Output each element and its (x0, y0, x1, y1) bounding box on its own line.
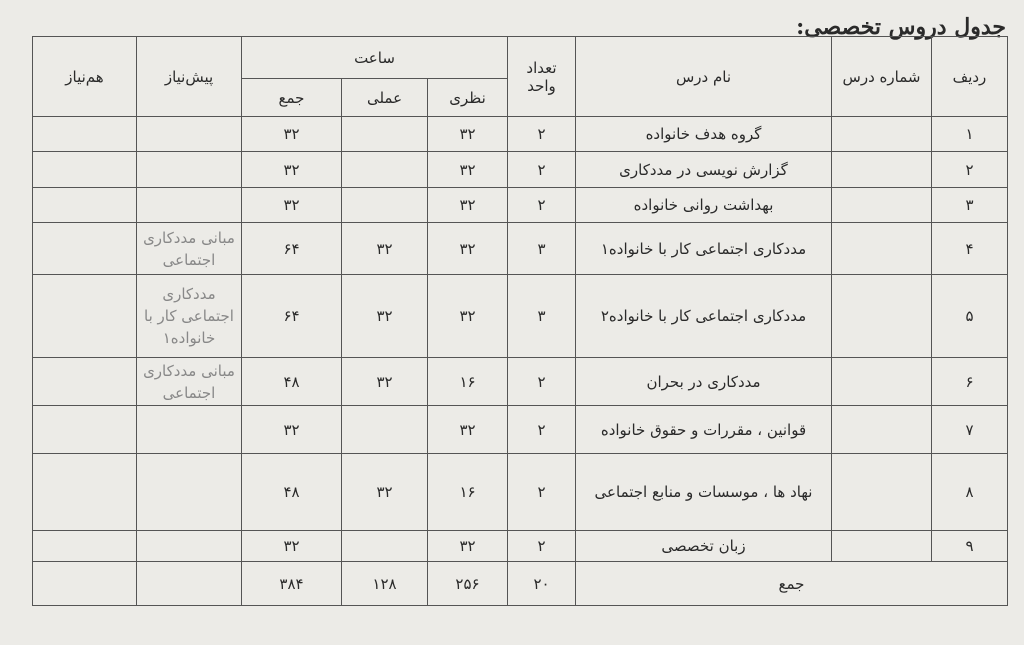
table-row (33, 454, 1008, 531)
course-name: گزارش نویسی در مددکاری (576, 152, 832, 187)
course-units: ۳ (508, 275, 576, 358)
practical-hours: ۳۲ (342, 454, 428, 531)
practical-hours (342, 406, 428, 454)
course-name: مددکاری اجتماعی کار با خانواده۲ (576, 275, 832, 358)
header-practical: عملی (342, 79, 428, 117)
total-theory-hours: ۲۵۶ (428, 562, 508, 606)
course-code (832, 187, 932, 222)
total-hours: ۳۲ (242, 117, 342, 152)
header-units: تعداد واحد (508, 37, 576, 117)
totals-row (33, 562, 1008, 606)
table-row (33, 223, 1008, 275)
prerequisite: مبانی مددکاری اجتماعی (137, 223, 242, 275)
header-theory: نظری (428, 79, 508, 117)
practical-hours (342, 187, 428, 222)
totals-label: جمع (576, 562, 1008, 606)
total-units: ۲۰ (508, 562, 576, 606)
table-row (33, 117, 1008, 152)
courses-table (32, 36, 1008, 606)
row-number: ۶ (932, 358, 1008, 406)
prerequisite: مبانی مددکاری اجتماعی (137, 358, 242, 406)
course-code (832, 454, 932, 531)
header-row-number: ردیف (932, 37, 1008, 117)
row-number: ۸ (932, 454, 1008, 531)
prerequisite (137, 117, 242, 152)
course-units: ۲ (508, 152, 576, 187)
row-number: ۲ (932, 152, 1008, 187)
course-code (832, 406, 932, 454)
theory-hours: ۳۲ (428, 117, 508, 152)
theory-hours: ۱۶ (428, 358, 508, 406)
theory-hours: ۱۶ (428, 454, 508, 531)
course-units: ۲ (508, 117, 576, 152)
prerequisite (137, 152, 242, 187)
course-name: نهاد ها ، موسسات و منابع اجتماعی (576, 454, 832, 531)
totals-prerequisite (137, 562, 242, 606)
course-units: ۲ (508, 531, 576, 562)
row-number: ۹ (932, 531, 1008, 562)
course-name: مددکاری اجتماعی کار با خانواده۱ (576, 223, 832, 275)
theory-hours: ۳۲ (428, 531, 508, 562)
table-row (33, 358, 1008, 406)
row-number: ۷ (932, 406, 1008, 454)
total-hours: ۴۸ (242, 454, 342, 531)
course-name: قوانین ، مقررات و حقوق خانواده (576, 406, 832, 454)
prerequisite (137, 531, 242, 562)
total-practical-hours: ۱۲۸ (342, 562, 428, 606)
corequisite (33, 223, 137, 275)
header-course-name: نام درس (576, 37, 832, 117)
course-code (832, 275, 932, 358)
row-number: ۱ (932, 117, 1008, 152)
corequisite (33, 358, 137, 406)
course-units: ۲ (508, 358, 576, 406)
corequisite (33, 187, 137, 222)
corequisite (33, 454, 137, 531)
course-code (832, 358, 932, 406)
total-hours: ۴۸ (242, 358, 342, 406)
row-number: ۳ (932, 187, 1008, 222)
table-row (33, 187, 1008, 222)
practical-hours (342, 117, 428, 152)
course-name: زبان تخصصی (576, 531, 832, 562)
practical-hours (342, 152, 428, 187)
course-units: ۲ (508, 454, 576, 531)
prerequisite: مددکاری اجتماعی کار با خانواده۱ (137, 275, 242, 358)
total-hours: ۶۴ (242, 275, 342, 358)
theory-hours: ۳۲ (428, 223, 508, 275)
header-total: جمع (242, 79, 342, 117)
prerequisite (137, 406, 242, 454)
course-units: ۲ (508, 406, 576, 454)
table-row (33, 406, 1008, 454)
totals-corequisite (33, 562, 137, 606)
practical-hours: ۳۲ (342, 358, 428, 406)
corequisite (33, 117, 137, 152)
course-name: گروه هدف خانواده (576, 117, 832, 152)
course-name: مددکاری در بحران (576, 358, 832, 406)
course-units: ۲ (508, 187, 576, 222)
corequisite (33, 275, 137, 358)
course-code (832, 117, 932, 152)
header-prerequisite: پیش‌نیاز (137, 37, 242, 117)
course-code (832, 223, 932, 275)
theory-hours: ۳۲ (428, 275, 508, 358)
practical-hours: ۳۲ (342, 223, 428, 275)
table-row (33, 531, 1008, 562)
grand-total-hours: ۳۸۴ (242, 562, 342, 606)
total-hours: ۳۲ (242, 152, 342, 187)
total-hours: ۳۲ (242, 531, 342, 562)
course-code (832, 531, 932, 562)
theory-hours: ۳۲ (428, 187, 508, 222)
course-code (832, 152, 932, 187)
corequisite (33, 152, 137, 187)
theory-hours: ۳۲ (428, 152, 508, 187)
prerequisite (137, 187, 242, 222)
prerequisite (137, 454, 242, 531)
course-units: ۳ (508, 223, 576, 275)
practical-hours (342, 531, 428, 562)
course-name: بهداشت روانی خانواده (576, 187, 832, 222)
corequisite (33, 406, 137, 454)
theory-hours: ۳۲ (428, 406, 508, 454)
total-hours: ۳۲ (242, 406, 342, 454)
header-course-code: شماره درس (832, 37, 932, 117)
header-corequisite: هم‌نیاز (33, 37, 137, 117)
header-hours: ساعت (242, 37, 508, 79)
practical-hours: ۳۲ (342, 275, 428, 358)
row-number: ۵ (932, 275, 1008, 358)
row-number: ۴ (932, 223, 1008, 275)
total-hours: ۳۲ (242, 187, 342, 222)
table-row (33, 152, 1008, 187)
total-hours: ۶۴ (242, 223, 342, 275)
corequisite (33, 531, 137, 562)
page-title: جدول دروس تخصصی: (796, 14, 1006, 40)
table-row (33, 275, 1008, 358)
